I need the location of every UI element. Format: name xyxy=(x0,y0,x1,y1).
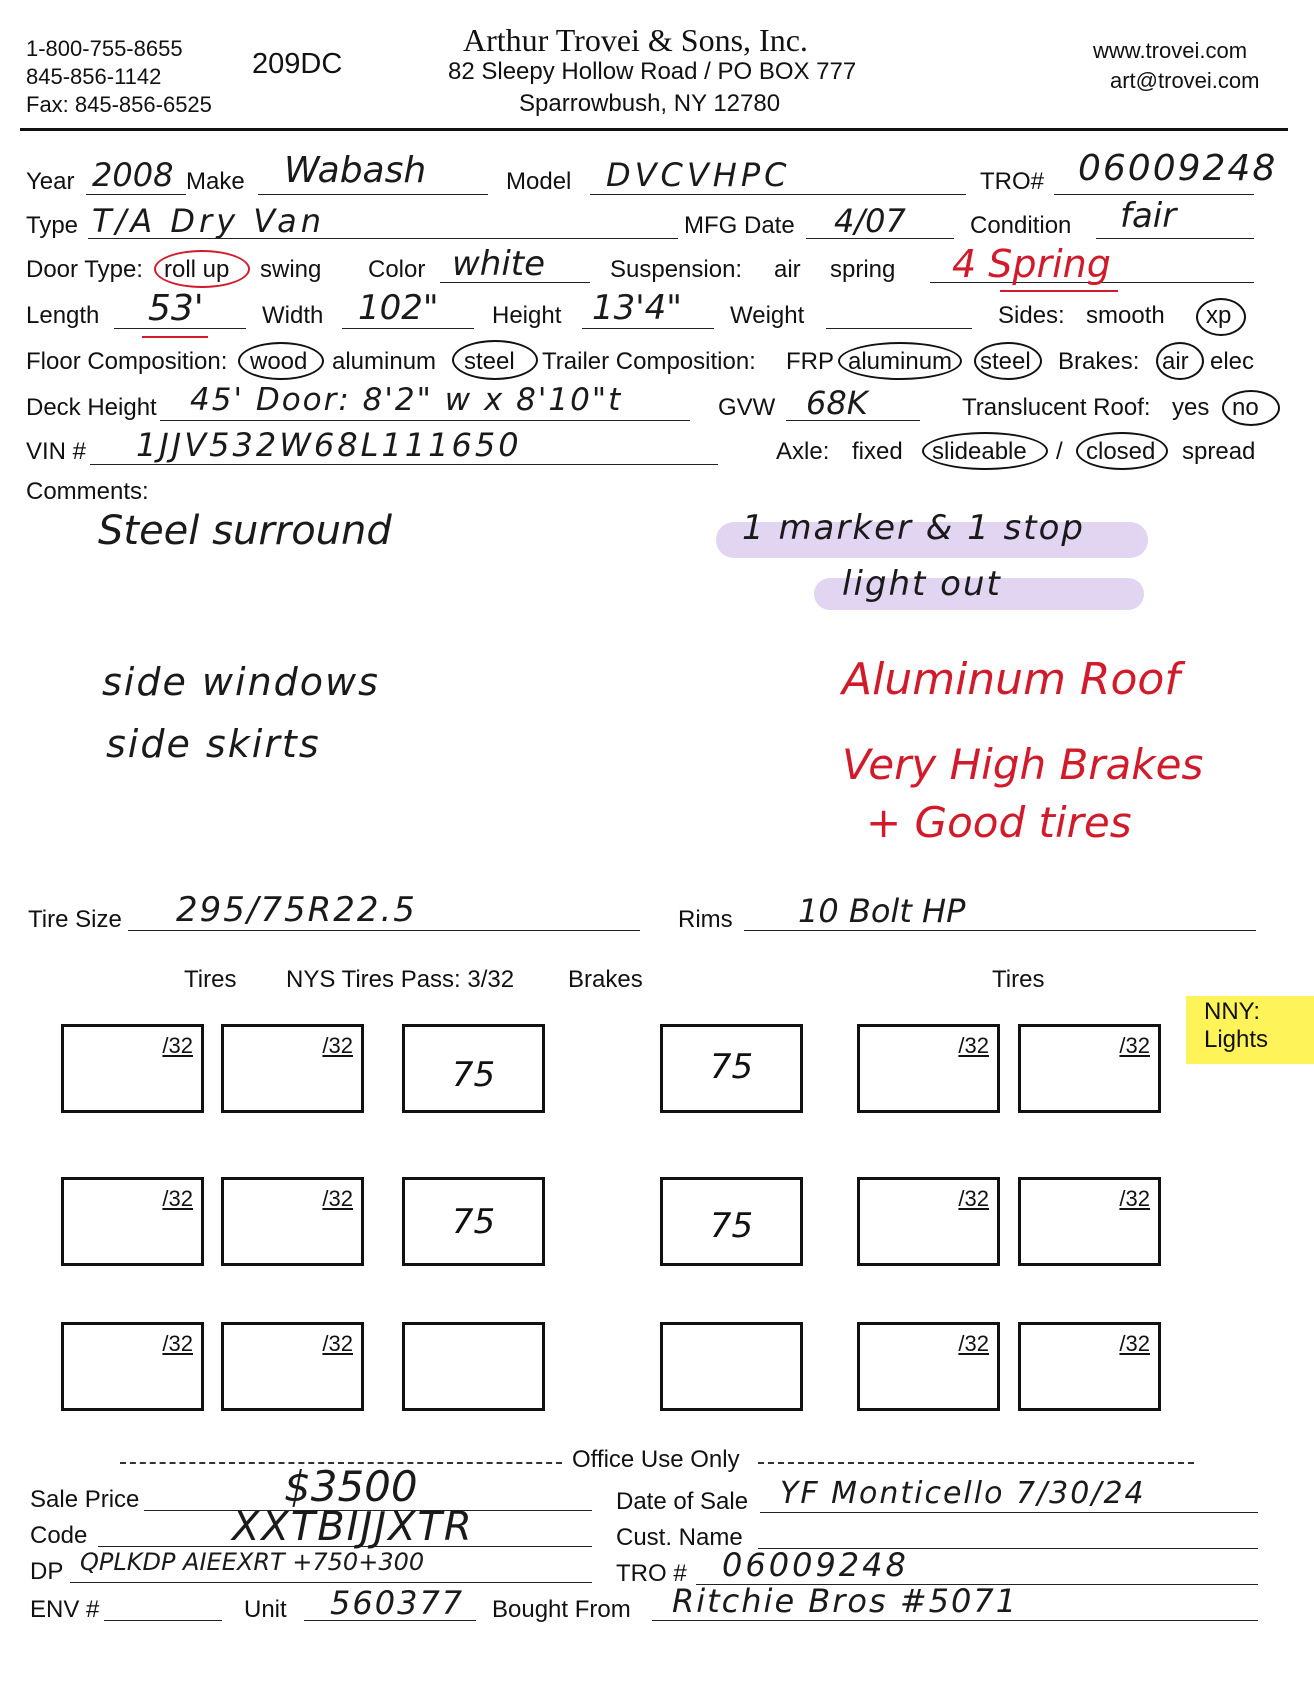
year-line xyxy=(86,194,186,195)
cust-name-label: Cust. Name xyxy=(616,1524,743,1551)
floor-aluminum-option: aluminum xyxy=(332,348,437,375)
tire-box-right-inner-1[interactable] xyxy=(857,1024,1000,1113)
height-label: Height xyxy=(492,302,562,329)
comment-side-windows: side windows xyxy=(102,660,380,704)
nny-label: NNY: xyxy=(1204,998,1261,1025)
comment-good-tires: + Good tires xyxy=(866,798,1132,847)
rims-line xyxy=(744,930,1256,931)
tire-box-left-inner-2[interactable] xyxy=(221,1177,364,1266)
model-line xyxy=(590,194,966,195)
suspension-value: 4 Spring xyxy=(952,242,1111,286)
brake-box-left-1[interactable] xyxy=(402,1024,545,1113)
condition-line xyxy=(1096,238,1254,239)
dp-value: QPLKDP AIEEXRT +750+300 xyxy=(80,1548,425,1576)
trailer-aluminum-option: aluminum xyxy=(848,348,953,375)
tire-box-right-inner-2[interactable] xyxy=(857,1177,1000,1266)
rims-value: 10 Bolt HP xyxy=(798,892,966,930)
tro-value: 06009248 xyxy=(1078,148,1278,189)
sides-label: Sides: xyxy=(998,302,1065,329)
tire-size-label: Tire Size xyxy=(28,906,122,933)
fraction-label: /32 xyxy=(322,1331,353,1356)
trailer-steel-option: steel xyxy=(980,348,1031,375)
spring-option: spring xyxy=(830,256,896,283)
condition-value: fair xyxy=(1120,196,1177,236)
tire-box-right-inner-3[interactable] xyxy=(857,1322,1000,1411)
color-label: Color xyxy=(368,256,426,283)
comment-side-skirts: side skirts xyxy=(106,722,321,766)
type-label: Type xyxy=(26,212,79,239)
vin-line xyxy=(90,464,718,465)
make-label: Make xyxy=(186,168,245,195)
axle-label: Axle: xyxy=(776,438,830,465)
gvw-label: GVW xyxy=(718,394,776,421)
date-of-sale-value: YF Monticello 7/30/24 xyxy=(780,1476,1146,1511)
tire-box-right-outer-1[interactable] xyxy=(1018,1024,1161,1113)
comment-aluminum-roof: Aluminum Roof xyxy=(842,654,1180,705)
deck-height-label: Deck Height xyxy=(26,394,157,421)
dp-label: DP xyxy=(30,1558,64,1585)
env-line xyxy=(104,1620,222,1621)
smooth-option: smooth xyxy=(1086,302,1165,329)
frp-option: FRP xyxy=(786,348,834,375)
sale-price-value: $3500 xyxy=(284,1462,418,1511)
deck-height-value: 45' Door: 8'2" w x 8'10"t xyxy=(190,382,623,418)
brakes-elec-option: elec xyxy=(1210,348,1255,375)
tire-box-left-outer-1[interactable] xyxy=(61,1024,204,1113)
tire-box-left-outer-3[interactable] xyxy=(61,1322,204,1411)
translucent-yes-option: yes xyxy=(1172,394,1210,421)
axle-slash: / xyxy=(1056,438,1063,465)
tro-line xyxy=(1054,194,1254,195)
nny-lights-label: Lights xyxy=(1204,1026,1269,1053)
company-name: Arthur Trovei & Sons, Inc. xyxy=(463,22,808,58)
brakes-air-option: air xyxy=(1162,348,1189,375)
air-option: air xyxy=(774,256,801,283)
brake-box-left-3[interactable] xyxy=(402,1322,545,1411)
office-use-label: Office Use Only xyxy=(572,1446,740,1473)
comment-marker-stop: 1 marker & 1 stop xyxy=(742,508,1085,548)
dp-line xyxy=(70,1582,592,1583)
weight-line xyxy=(826,328,972,329)
fraction-label: /32 xyxy=(162,1331,193,1356)
tire-box-left-inner-3[interactable] xyxy=(221,1322,364,1411)
translucent-no-option: no xyxy=(1232,394,1259,421)
sale-price-label: Sale Price xyxy=(30,1486,140,1513)
env-label: ENV # xyxy=(30,1596,100,1623)
height-value: 13'4" xyxy=(592,288,682,328)
website: www.trovei.com xyxy=(1093,38,1248,63)
brake-box-left-2[interactable] xyxy=(402,1177,545,1266)
gvw-value: 68K xyxy=(806,384,868,422)
tire-box-left-inner-1[interactable] xyxy=(221,1024,364,1113)
fraction-label: /32 xyxy=(958,1331,989,1356)
brakes-header: Brakes xyxy=(568,966,643,993)
brakes-label: Brakes: xyxy=(1058,348,1140,375)
translucent-roof-label: Translucent Roof: xyxy=(962,394,1151,421)
fraction-label: /32 xyxy=(1119,1033,1150,1058)
axle-fixed-option: fixed xyxy=(852,438,903,465)
tires-right-header: Tires xyxy=(992,966,1045,993)
xp-option: xp xyxy=(1206,302,1232,329)
door-type-label: Door Type: xyxy=(26,256,143,283)
width-value: 102" xyxy=(358,288,439,328)
rims-label: Rims xyxy=(678,906,733,933)
fraction-label: /32 xyxy=(1119,1331,1150,1356)
swing-option: swing xyxy=(260,256,322,283)
mfg-date-label: MFG Date xyxy=(684,212,795,239)
bought-from-line xyxy=(652,1620,1258,1621)
make-value: Wabash xyxy=(284,150,427,191)
trailer-composition-label: Trailer Composition: xyxy=(542,348,756,375)
tire-box-right-outer-3[interactable] xyxy=(1018,1322,1161,1411)
fraction-label: /32 xyxy=(1119,1186,1150,1211)
fraction-label: /32 xyxy=(322,1186,353,1211)
tire-size-line xyxy=(128,930,640,931)
brake-value: 75 xyxy=(451,1202,496,1242)
brake-value: 75 xyxy=(451,1055,496,1095)
width-line xyxy=(342,328,474,329)
tires-left-header: Tires xyxy=(184,966,237,993)
bought-from-value: Ritchie Bros #5071 xyxy=(672,1582,1019,1620)
year-value: 2008 xyxy=(92,156,174,194)
fax: Fax: 845-856-6525 xyxy=(26,92,212,117)
tro-label: TRO# xyxy=(980,168,1045,195)
length-label: Length xyxy=(26,302,100,329)
length-value: 53' xyxy=(148,288,204,329)
axle-spread-option: spread xyxy=(1182,438,1256,465)
brake-value: 75 xyxy=(709,1047,754,1087)
vin-value: 1JJV532W68L111650 xyxy=(136,426,522,464)
type-value: T/A Dry Van xyxy=(92,202,326,240)
date-of-sale-label: Date of Sale xyxy=(616,1488,749,1515)
unit-label: Unit xyxy=(244,1596,287,1623)
fraction-label: /32 xyxy=(162,1186,193,1211)
roll-up-option: roll up xyxy=(164,256,230,283)
suspension-underline xyxy=(1000,290,1118,292)
comments-label: Comments: xyxy=(26,478,149,505)
nys-pass-header: NYS Tires Pass: 3/32 xyxy=(286,966,515,993)
office-dash-right xyxy=(758,1462,1194,1464)
brake-value: 75 xyxy=(709,1206,754,1246)
unit-value: 560377 xyxy=(330,1584,465,1622)
condition-label: Condition xyxy=(970,212,1072,239)
address-line-1: 82 Sleepy Hollow Road / PO BOX 777 xyxy=(448,58,857,85)
model-label: Model xyxy=(506,168,572,195)
axle-closed-option: closed xyxy=(1086,438,1156,465)
tro-2-label: TRO # xyxy=(616,1560,687,1587)
phone-1: 1-800-755-8655 xyxy=(26,36,183,61)
fraction-label: /32 xyxy=(958,1033,989,1058)
width-label: Width xyxy=(262,302,324,329)
length-underline xyxy=(142,336,208,338)
tire-box-left-outer-2[interactable] xyxy=(61,1177,204,1266)
fraction-label: /32 xyxy=(958,1186,989,1211)
bought-from-label: Bought From xyxy=(492,1596,631,1623)
suspension-label: Suspension: xyxy=(610,256,743,283)
mfg-date-value: 4/07 xyxy=(834,202,906,240)
comment-light-out: light out xyxy=(842,564,1002,604)
code-label: Code xyxy=(30,1522,88,1549)
make-line xyxy=(258,194,488,195)
header-divider xyxy=(20,128,1288,131)
email: art@trovei.com xyxy=(1110,68,1260,93)
tire-box-right-outer-2[interactable] xyxy=(1018,1177,1161,1266)
comment-steel-surround: Steel surround xyxy=(98,508,392,554)
brake-box-right-1[interactable] xyxy=(660,1024,803,1113)
axle-slideable-option: slideable xyxy=(932,438,1027,465)
fraction-label: /32 xyxy=(162,1033,193,1058)
brake-box-right-3[interactable] xyxy=(660,1322,803,1411)
comment-very-high-brakes: Very High Brakes xyxy=(842,740,1204,789)
code-value: XXTBIJJXTR xyxy=(232,1504,474,1550)
tro-2-value: 06009248 xyxy=(722,1546,909,1584)
floor-steel-option: steel xyxy=(464,348,515,375)
vin-label: VIN # xyxy=(26,438,87,465)
tire-size-value: 295/75R22.5 xyxy=(176,890,417,930)
date-of-sale-line xyxy=(760,1512,1258,1513)
color-value: white xyxy=(452,244,546,284)
weight-label: Weight xyxy=(730,302,805,329)
phone-2: 845-856-1142 xyxy=(26,64,162,89)
height-line xyxy=(582,328,714,329)
form-code: 209DC xyxy=(252,48,343,80)
address-line-2: Sparrowbush, NY 12780 xyxy=(519,90,781,117)
year-label: Year xyxy=(26,168,75,195)
wood-option: wood xyxy=(250,348,308,375)
floor-composition-label: Floor Composition: xyxy=(26,348,228,375)
brake-box-right-2[interactable] xyxy=(660,1177,803,1266)
fraction-label: /32 xyxy=(322,1033,353,1058)
model-value: DVCVHPC xyxy=(606,156,791,194)
deck-height-line xyxy=(160,420,690,421)
